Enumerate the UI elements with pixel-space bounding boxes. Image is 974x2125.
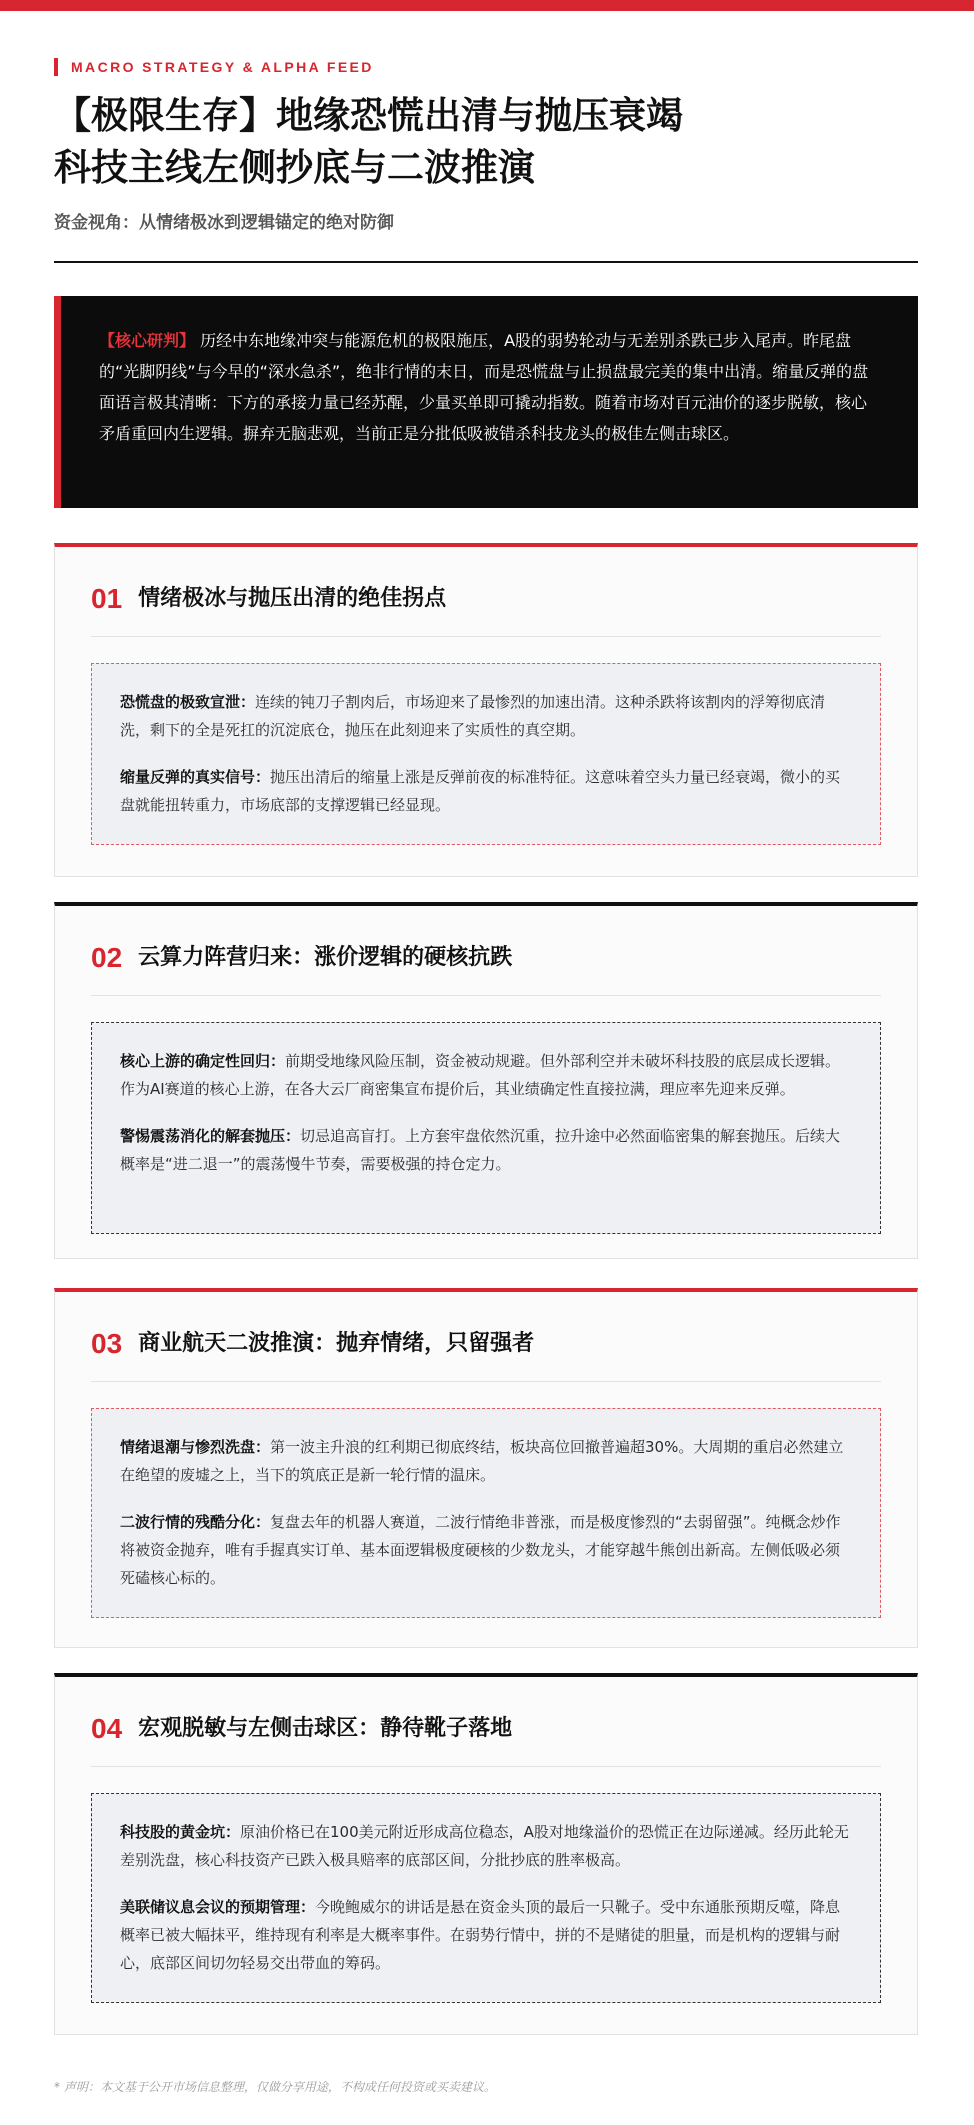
- section-number: 01: [91, 583, 123, 614]
- section-header: [91, 941, 881, 996]
- section-01: [54, 543, 918, 877]
- section-02: [54, 902, 918, 1259]
- content-item-text: 前期受地缘风险压制，资金被动规避。但外部利空并未破坏科技股的底层成长逻辑。作为AI赛道的核心上游，在各大云厂商密集宣布提价后，其业绩确定性直接拉满，理应率先迎来反弹。: [120, 1052, 841, 1098]
- content-item-text: 今晚鲍威尔的讲话是悬在资金头顶的最后一只靴子。受中东通胀预期反噬，降息概率已被大幅抹平，维持现有利率是大概率事件。在弱势行情中，拼的不是赌徒的胆量，而是机构的逻辑与耐心，底部区间切勿轻易交出带血的筹码。: [120, 1898, 841, 1972]
- header-divider: [54, 261, 918, 263]
- section-title: 宏观脱敏与左侧击球区：静待靴子落地: [138, 1716, 513, 1741]
- content-item-label: 美联储议息会议的预期管理：: [120, 1898, 316, 1916]
- content-item: [120, 1893, 852, 1977]
- page-title-line-2: 科技主线左侧抄底与二波推演: [54, 146, 535, 189]
- content-item-text: 连续的钝刀子割肉后，市场迎来了最惨烈的加速出清。这种杀跌将该割肉的浮筹彻底清洗，剩下的全是死扛的沉淀底仓，抛压在此刻迎来了实质性的真空期。: [120, 693, 826, 739]
- page-title-line-1: 【极限生存】地缘恐慌出清与抛压衰竭: [54, 94, 683, 137]
- section-content-box: [91, 1793, 881, 2003]
- content-item: [120, 1047, 852, 1103]
- content-item-label: 科技股的黄金坑：: [120, 1823, 241, 1841]
- section-header: [91, 1327, 881, 1382]
- section-04: [54, 1673, 918, 2035]
- content-item-text: 第一波主升浪的红利期已彻底终结，板块高位回撤普遍超30%。大周期的重启必然建立在绝望的废墟之上，当下的筑底正是新一轮行情的温床。: [120, 1438, 844, 1484]
- core-summary-box: [54, 296, 918, 508]
- content-item-label: 核心上游的确定性回归：: [120, 1052, 286, 1070]
- content-item-text: 抛压出清后的缩量上涨是反弹前夜的标准特征。这意味着空头力量已经衰竭，微小的买盘就能扭转重力，市场底部的支撑逻辑已经显现。: [120, 768, 841, 814]
- content-item-label: 二波行情的残酷分化：: [120, 1513, 271, 1531]
- content-item: [120, 1818, 852, 1874]
- page-subtitle: 资金视角：从情绪极冰到逻辑锚定的绝对防御: [54, 213, 394, 233]
- content-item-label: 警惕震荡消化的解套抛压：: [120, 1127, 301, 1145]
- content-item-text: 原油价格已在100美元附近形成高位稳态，A股对地缘溢价的恐慌正在边际递减。经历此轮无差别洗盘，核心科技资产已跌入极具赔率的底部区间，分批抄底的胜率极高。: [120, 1823, 849, 1869]
- core-summary-text: 历经中东地缘冲突与能源危机的极限施压，A股的弱势轮动与无差别杀跌已步入尾声。昨尾盘的“光脚阴线”与今早的“深水急杀”，绝非行情的末日，而是恐慌盘与止损盘最完美的集中出清。缩量反弹的盘面语言极其清晰：下方的承接力量已经苏醒，少量买单即可撬动指数。随着市场对百元油价的逐步脱敏，核心矛盾重回内生逻辑。摒弃无脑悲观，当前正是分批低吸被错杀科技龙头的极佳左侧击球区。: [99, 331, 869, 443]
- content-item-text: 复盘去年的机器人赛道，二波行情绝非普涨，而是极度惨烈的“去弱留强”。纯概念炒作将被资金抛弃，唯有手握真实订单、基本面逻辑极度硬核的少数龙头，才能穿越牛熊创出新高。左侧低吸必须死磕核心标的。: [120, 1513, 841, 1587]
- content-item-label: 缩量反弹的真实信号：: [120, 768, 271, 786]
- kicker-label: MACRO STRATEGY & ALPHA FEED: [54, 58, 374, 76]
- content-item: [120, 763, 852, 819]
- content-item: [120, 1433, 852, 1489]
- section-number: 02: [91, 942, 123, 973]
- section-number: 04: [91, 1713, 123, 1744]
- section-number: 03: [91, 1328, 123, 1359]
- content-item: [120, 1508, 852, 1592]
- section-content-box: [91, 663, 881, 845]
- section-header: [91, 1712, 881, 1767]
- section-content-box: [91, 1022, 881, 1234]
- content-item: [120, 1122, 852, 1178]
- content-item: [120, 688, 852, 744]
- section-header: [91, 582, 881, 637]
- core-summary-tag: 【核心研判】: [99, 331, 196, 350]
- content-item-label: 恐慌盘的极致宣泄：: [120, 693, 256, 711]
- content-item-label: 情绪退潮与惨烈洗盘：: [120, 1438, 271, 1456]
- section-content-box: [91, 1408, 881, 1618]
- section-title: 情绪极冰与抛压出清的绝佳拐点: [138, 586, 447, 611]
- section-03: [54, 1288, 918, 1648]
- content-item-text: 切忌追高盲打。上方套牢盘依然沉重，拉升途中必然面临密集的解套抛压。后续大概率是“进二退一”的震荡慢牛节奏，需要极强的持仓定力。: [120, 1127, 841, 1173]
- top-accent-bar: [0, 0, 974, 11]
- section-title: 商业航天二波推演：抛弃情绪，只留强者: [138, 1331, 535, 1356]
- disclaimer-footer: * 声明：本文基于公开市场信息整理，仅做分享用途，不构成任何投资或买卖建议。: [54, 2080, 496, 2094]
- page-title: [54, 90, 918, 194]
- section-title: 云算力阵营归来：涨价逻辑的硬核抗跌: [138, 945, 513, 970]
